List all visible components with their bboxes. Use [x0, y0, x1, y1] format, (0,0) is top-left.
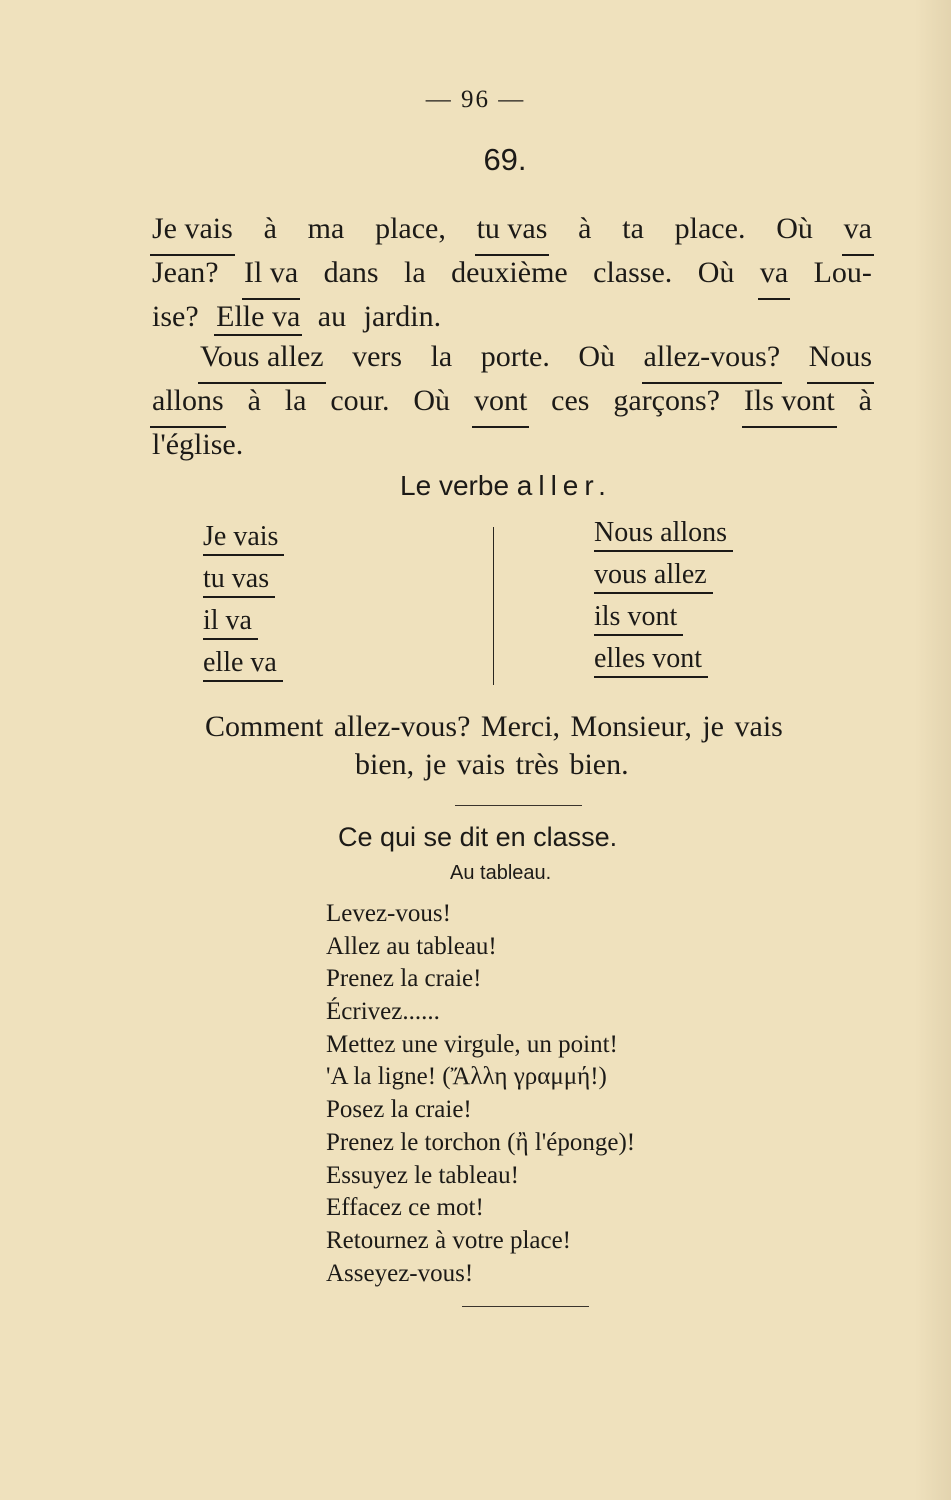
word-underlined: Nous	[809, 340, 872, 382]
word: classe.	[593, 256, 673, 289]
word: deuxième	[451, 256, 568, 289]
word: l'église.	[152, 428, 244, 461]
conjugation-form: Je vais	[203, 521, 284, 556]
conjugation-form: ils vont	[594, 601, 683, 636]
word: vers	[352, 340, 403, 373]
word: à	[263, 212, 277, 245]
conjugation-title	[0, 470, 951, 502]
column-divider	[493, 527, 494, 685]
word-underlined: allons	[152, 384, 224, 426]
word: Où	[776, 212, 813, 245]
comment-line-2: bien, je vais très bien.	[355, 748, 629, 781]
command-item: Prenez le torchon (ἢ l'éponge)!	[326, 1128, 636, 1156]
page-number: — 96 —	[425, 86, 526, 113]
command-item: Mettez une virgule, un point!	[326, 1030, 618, 1058]
word-underlined: va	[844, 212, 872, 254]
word-underlined: vont	[474, 384, 527, 426]
word: ise?	[152, 300, 199, 333]
conjugation-verb: aller.	[516, 470, 612, 501]
conjugation-title-prefix: Le verbe	[400, 470, 510, 501]
word: dans	[323, 256, 379, 289]
word: garçons?	[613, 384, 720, 417]
word: Où	[413, 384, 451, 417]
paragraph-1-line-1	[152, 212, 872, 254]
word: la	[430, 340, 453, 373]
paragraph-1-line-2	[152, 256, 872, 298]
word: à	[578, 212, 592, 245]
paragraph-2-line-2	[152, 384, 872, 426]
command-item: Posez la craie!	[326, 1096, 472, 1124]
word: porte.	[480, 340, 550, 373]
conjugation-form: tu vas	[203, 563, 275, 598]
conjugation-form: vous allez	[594, 559, 713, 594]
command-list	[326, 900, 635, 1292]
conjugation-form: elles vont	[594, 643, 708, 678]
word-underlined: Je vais	[152, 212, 233, 254]
word: Où	[697, 256, 735, 289]
conjugation-form: Nous allons	[594, 517, 733, 552]
word: la	[284, 384, 307, 417]
conjugation-form: elle va	[203, 647, 283, 682]
command-item: Prenez la craie!	[326, 965, 482, 993]
word: ma	[307, 212, 345, 245]
command-item: Retournez à votre place!	[326, 1226, 572, 1254]
command-item: Essuyez le tableau!	[326, 1161, 519, 1189]
conjugation-row	[203, 563, 284, 605]
word: cour.	[330, 384, 390, 417]
conjugation-row	[594, 643, 733, 685]
conjugation-plural	[594, 517, 733, 685]
conjugation-singular	[203, 521, 284, 689]
word-underlined: tu vas	[477, 212, 548, 254]
conjugation-row	[203, 647, 284, 689]
word: Où	[578, 340, 616, 373]
paragraph-2-line-1	[152, 340, 872, 382]
comment-line-1: Comment allez-vous? Merci, Monsieur, je vais	[205, 710, 783, 743]
word-underlined: Ils vont	[744, 384, 835, 426]
conjugation-row	[594, 601, 733, 643]
word: à	[247, 384, 261, 417]
word: ta	[622, 212, 644, 245]
conjugation-row	[594, 559, 733, 601]
word: place,	[375, 212, 446, 245]
command-item: Asseyez-vous!	[326, 1259, 474, 1287]
command-item: Écrivez......	[326, 998, 440, 1026]
conjugation-row	[203, 605, 284, 647]
page-edge-shade	[915, 0, 951, 1500]
command-item: Levez-vous!	[326, 900, 451, 927]
separator-rule	[455, 805, 582, 806]
section-subtitle: Au tableau.	[450, 862, 552, 884]
word-underlined: Elle va	[216, 300, 301, 333]
conjugation-row	[594, 517, 733, 559]
word-underlined: Vous allez	[200, 340, 324, 382]
word: ces	[551, 384, 590, 417]
command-item: Allez au tableau!	[326, 932, 497, 960]
command-item: 'A la ligne! (Ἄλλη γραμμή!)	[326, 1063, 607, 1091]
word: jardin.	[363, 300, 442, 333]
word: au	[317, 300, 347, 333]
word: la	[404, 256, 426, 289]
word: Jean?	[152, 256, 219, 289]
word-underlined: allez-vous?	[644, 340, 781, 382]
word: à	[858, 384, 872, 417]
bottom-rule	[462, 1306, 589, 1307]
word: place.	[674, 212, 746, 245]
section-title: Ce qui se dit en classe.	[338, 822, 618, 852]
conjugation-form: il va	[203, 605, 258, 640]
paragraph-1-line-3	[152, 300, 872, 342]
word: Lou-	[813, 256, 872, 289]
paragraph-2-line-3	[152, 428, 872, 470]
conjugation-row	[203, 521, 284, 563]
command-item: Effacez ce mot!	[326, 1194, 484, 1222]
word-underlined: va	[760, 256, 788, 298]
lesson-number: 69.	[483, 142, 527, 177]
word-underlined: Il va	[244, 256, 298, 298]
